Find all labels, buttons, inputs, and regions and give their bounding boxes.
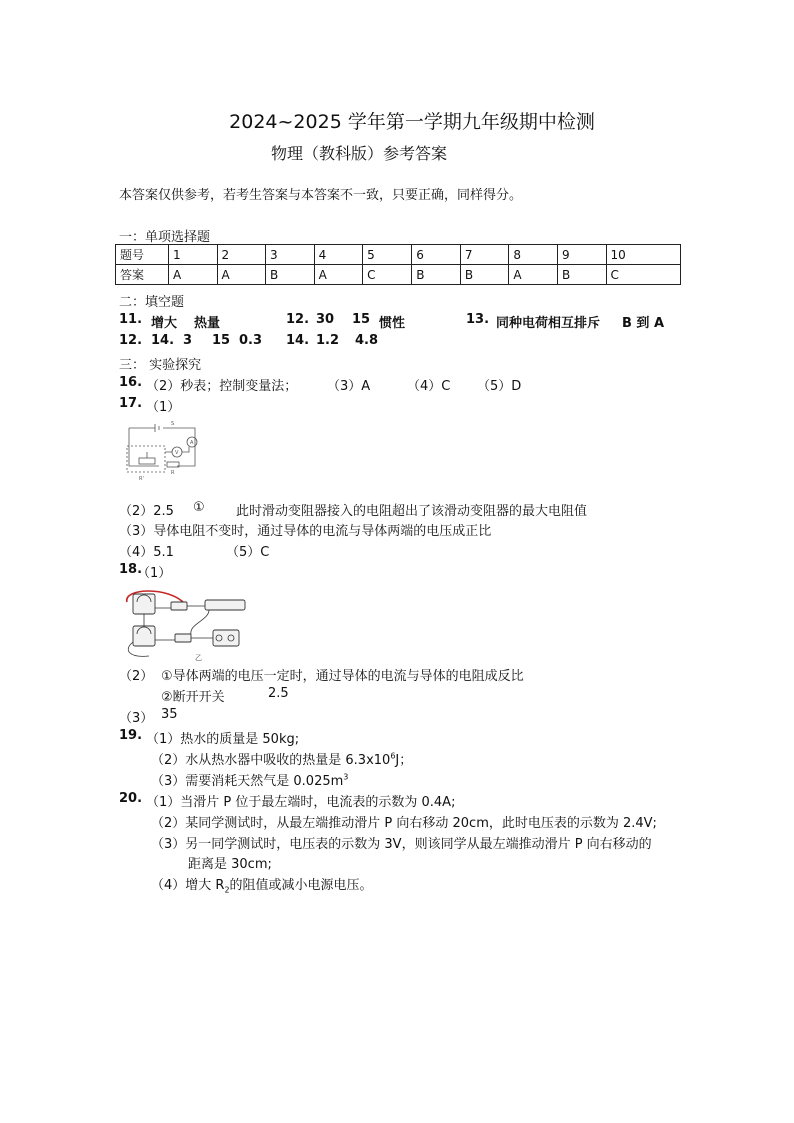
q20-number: 20. — [119, 791, 143, 806]
resistor-label: R — [171, 470, 175, 476]
q12-answer-c: 惯性 — [379, 316, 406, 331]
q11-answer-b: 热量 — [194, 316, 221, 331]
q19-part2-text: （2）水从热水器中吸收的热量是 6.3x10 — [151, 753, 391, 768]
table-cell: B — [412, 265, 461, 285]
q17-part4: （4）5.1 — [119, 545, 174, 560]
q13-number: 13. — [466, 312, 490, 327]
q20-part3: （3）另一同学测试时，电压表的示数为 3V，则该同学从最左端推动滑片 P 向右移动的 — [151, 837, 652, 852]
voltmeter-label: V — [175, 450, 179, 456]
q19-part3 — [151, 770, 348, 789]
q12b-answer-b: 3 — [183, 333, 193, 348]
q20-part3-continued: 距离是 30cm; — [188, 857, 272, 872]
q12b-answer-d: 0.3 — [239, 333, 263, 348]
q17-part3: （3）导体电阻不变时，通过导体的电流与导体两端的电压成正比 — [119, 524, 492, 539]
q19-part2-unit: J； — [395, 753, 413, 768]
q14-answer-b: 4.8 — [355, 333, 379, 348]
page-title: 2024~2025 学年第一学期九年级期中检测 — [229, 111, 595, 133]
section-heading-experiment: 三： 实验探究 — [119, 358, 202, 373]
table-row-numbers — [116, 245, 681, 265]
q18-part2-b: ②断开开关 — [161, 690, 225, 705]
q12-answer-b: 15 — [352, 312, 371, 327]
q13-answer-b: B 到 A — [622, 316, 665, 331]
q18-part1: （1） — [137, 566, 172, 581]
page-subtitle: 物理（教科版）参考答案 — [271, 144, 448, 163]
ammeter-label: A — [190, 440, 194, 446]
table-cell: A — [169, 265, 218, 285]
table-cell: A — [509, 265, 558, 285]
figure-label-yi: 乙 — [195, 654, 202, 662]
table-cell: 8 — [509, 245, 558, 265]
table-cell: 10 — [606, 245, 680, 265]
q16-part4: （4）C — [407, 379, 451, 394]
switch-label: S — [171, 421, 175, 427]
q18-number: 18. — [119, 562, 143, 577]
q17-part2-mark: ① — [193, 500, 205, 515]
q20-part1: （1）当滑片 P 位于最左端时，电流表的示数为 0.4A; — [146, 795, 456, 810]
q20-part4-text: （4）增大 R — [151, 878, 225, 893]
section-heading-fill: 二：填空题 — [119, 295, 185, 310]
q12-number: 12. — [286, 312, 310, 327]
table-cell: 9 — [557, 245, 606, 265]
table-row-answers — [116, 265, 681, 285]
q16-number: 16. — [119, 375, 143, 390]
table-cell: 6 — [412, 245, 461, 265]
q18-part2-a: ①导体两端的电压一定时，通过导体的电流与导体的电阻成反比 — [161, 669, 524, 684]
q12-answer-a: 30 — [316, 312, 335, 327]
q11-answer-a: 增大 — [151, 316, 178, 331]
table-cell: 3 — [266, 245, 315, 265]
q17-part1: （1） — [146, 400, 181, 415]
q19-part1: （1）热水的质量是 50kg; — [146, 732, 300, 747]
scoring-note: 本答案仅供参考，若考生答案与本答案不一致，只要正确，同样得分。 — [119, 188, 523, 203]
q19-part2 — [151, 749, 412, 768]
q12b-answer-a: 14. — [151, 333, 175, 348]
q16-part5: （5）D — [477, 379, 522, 394]
apparatus-drawing-q18 — [119, 584, 249, 662]
table-cell: 4 — [314, 245, 363, 265]
q19-part3-text: （3）需要消耗天然气是 0.025m — [151, 774, 344, 789]
q18-part2-b-value: 2.5 — [268, 686, 289, 701]
q14-number: 14. — [286, 333, 310, 348]
q18-part3-label: （3） — [119, 711, 154, 726]
q16-part2: （2）秒表；控制变量法； — [146, 379, 298, 394]
q18-part3-value: 35 — [161, 707, 178, 722]
table-cell: B — [266, 265, 315, 285]
table-cell: 5 — [363, 245, 412, 265]
q20-part4-subscript: 2 — [224, 885, 230, 895]
q14-answer-a: 1.2 — [316, 333, 340, 348]
row-label-answer: 答案 — [116, 265, 169, 285]
q20-part4-tail: 的阻值或减小电源电压。 — [229, 878, 373, 893]
table-cell: C — [363, 265, 412, 285]
section-heading-choice: 一：单项选择题 — [119, 230, 211, 245]
answer-table — [115, 244, 681, 285]
q17-part2-label: （2）2.5 — [119, 504, 174, 519]
circuit-diagram-q17 — [119, 418, 203, 484]
table-cell: 1 — [169, 245, 218, 265]
q12b-number: 12. — [119, 333, 143, 348]
table-cell: C — [606, 265, 680, 285]
q20-part2: （2）某同学测试时，从最左端推动滑片 P 向右移动 20cm，此时电压表的示数为 2.4V; — [151, 816, 657, 831]
rheostat-label: R' — [139, 476, 144, 482]
q17-part5: （5）C — [226, 545, 270, 560]
q16-part3: （3）A — [327, 379, 371, 394]
q13-answer-a: 同种电荷相互排斥 — [496, 316, 601, 331]
table-cell: B — [557, 265, 606, 285]
q19-part3-exponent: 3 — [343, 772, 349, 782]
table-cell: B — [460, 265, 509, 285]
q17-number: 17. — [119, 396, 143, 411]
q20-part4 — [151, 874, 373, 895]
q12b-answer-c: 15 — [212, 333, 231, 348]
q19-part2-exponent: 6 — [390, 751, 396, 761]
q18-part2-label: （2） — [119, 669, 154, 684]
table-cell: 2 — [217, 245, 266, 265]
q17-part2-text: 此时滑动变阻器接入的电阻超出了该滑动变阻器的最大电阻值 — [236, 504, 588, 519]
q19-number: 19. — [119, 728, 143, 743]
table-cell: 7 — [460, 245, 509, 265]
row-label-number: 题号 — [116, 245, 169, 265]
table-cell: A — [217, 265, 266, 285]
q11-number: 11. — [119, 312, 143, 327]
table-cell: A — [314, 265, 363, 285]
